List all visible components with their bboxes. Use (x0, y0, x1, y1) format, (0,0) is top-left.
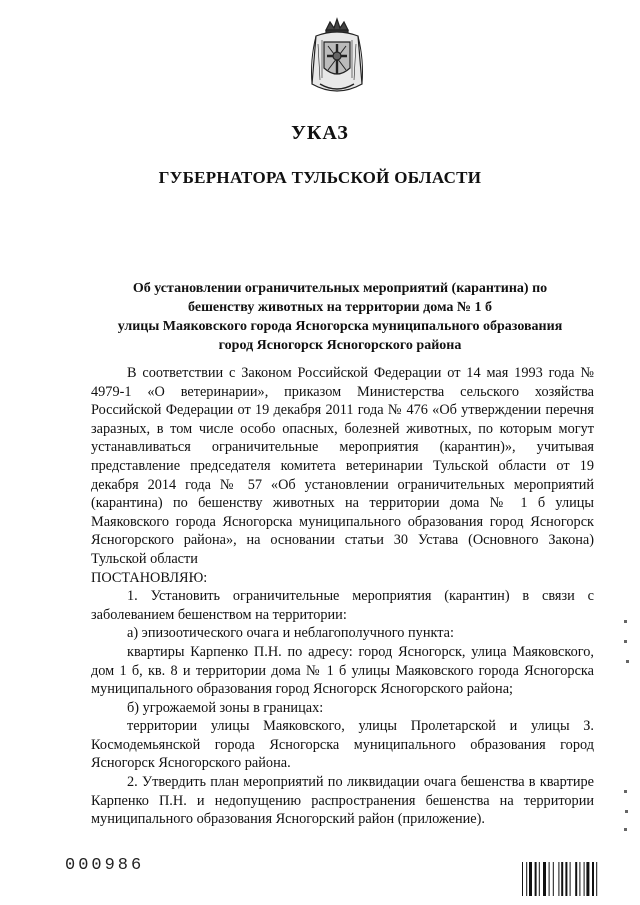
decree-body (91, 364, 594, 829)
document-subtitle: ГУБЕРНАТОРА ТУЛЬСКОЙ ОБЛАСТИ (158, 168, 482, 187)
heading-line: бешенству животных на территории дома № 1 б (188, 300, 492, 315)
paragraph-item-1: 1. Установить ограничительные мероприятия (карантин) в связи с заболеванием бешенством на территории: (91, 588, 594, 623)
heading-line: улицы Маяковского города Ясногорска муниципального образования (117, 319, 563, 334)
decree-heading (80, 279, 600, 355)
barcode-icon (522, 862, 622, 896)
document-title: УКАЗ (291, 122, 349, 144)
paragraph-item-1b: б) угрожаемой зоны в границах: (127, 699, 324, 716)
paragraph-resolve: ПОСТАНОВЛЯЮ: (91, 569, 208, 586)
paragraph-preamble: В соответствии с Законом Российской Федерации от 14 мая 1993 года № 4979-1 «О ветеринарии», приказом Министерства сельского хозяйства Российской Федерации от 19 декабря 2011 года № 476 «Об утверждении перечня заразных, в том числе особо опасных, болезней животных, по которым могут устанавливаться ограничительные мероприятия (карантин)», учитывая представление председателя комитета ветеринарии Тульской области от 19 декабря 2014 года № 57 «Об установлении ограничительных мероприятий (карантина) по бешенству животных на территории дома № 1 б улицы Маяковского города Ясногорска муниципального образования город Ясногорск Ясногорского района», на основании статьи 30 Устава (Основного Закона) Тульской области (91, 365, 594, 567)
paragraph-item-1a-details: квартиры Карпенко П.Н. по адресу: город Ясногорск, улица Маяковского, дом 1 б, кв. 8 и территории дома № 1 б улицы Маяковского города Ясногорска муниципального образования город Ясногорск Ясногорского района; (91, 643, 594, 698)
serial-number: 000986 (65, 856, 145, 875)
scan-marks (620, 600, 632, 850)
paragraph-item-1a: а) эпизоотического очага и неблагополучного пункта: (127, 625, 454, 642)
coat-of-arms-emblem (306, 14, 368, 100)
paragraph-item-2: 2. Утвердить план мероприятий по ликвидации очага бешенства в квартире Карпенко П.Н. и недопущению распространения бешенства на территории муниципального образования Ясногорский район (приложение). (91, 774, 594, 828)
paragraph-item-1b-details: территории улицы Маяковского, улицы Пролетарской и улицы З. Космодемьянской города Ясногорска муниципального образования город Ясногорск Ясногорского района. (91, 718, 594, 772)
heading-line: Об установлении ограничительных мероприятий (карантина) по (132, 281, 548, 296)
heading-line: город Ясногорск Ясногорского района (218, 338, 462, 353)
